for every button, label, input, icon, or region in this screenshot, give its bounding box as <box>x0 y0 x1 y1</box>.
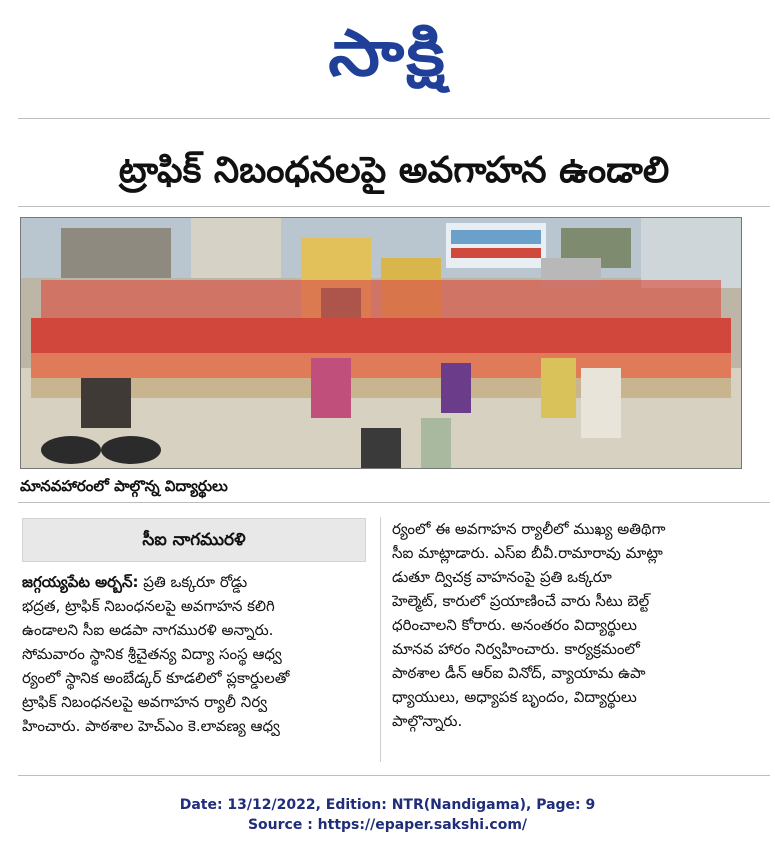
body-line: సీఐ మాట్లాడారు. ఎస్ఐ బీవీ.రామారావు మాట్లా <box>392 544 663 562</box>
body-line: పాఠశాల డీన్ ఆర్ఐ వినోద్, వ్యాయామ ఉపా <box>392 664 646 682</box>
body-line: ట్రాఫిక్ నిబంధనలపై అవగాహన ర్యాలీ నిర్వ <box>22 693 268 711</box>
source-link[interactable]: Source : https://epaper.sakshi.com/ <box>247 817 528 833</box>
body-line: ర్యంలో స్థానిక అంబేడ్కర్ కూడలిలో ప్లకార్డులతో <box>22 669 290 687</box>
body-line: ర్యంలో ఈ అవగాహన ర్యాలీలో ముఖ్య అతిథిగా <box>392 520 666 538</box>
article-photo <box>20 217 742 469</box>
photo-caption: మానవహారంలో పాల్గొన్న విద్యార్థులు <box>20 477 228 495</box>
rally-photo-illustration <box>21 218 741 468</box>
article-headline: ట్రాఫిక్ నిబంధనలపై అవగాహన ఉండాలి <box>118 150 670 191</box>
body-line: ధరించాలని కోరారు. అనంతరం విద్యార్థులు <box>392 616 637 634</box>
article-body-left-column <box>22 570 370 738</box>
body-line: సోమవారం స్థానిక శ్రీచైతన్య విద్యా సంస్థ ఆధ్వ <box>22 645 282 663</box>
body-line: భద్రత, ట్రాఫిక్ నిబంధనలపై అవగాహన కలిగి <box>22 597 275 615</box>
body-line: ధ్యాయులు, అధ్యాపక బృందం, విద్యార్థులు <box>392 688 637 706</box>
article-body-right-column <box>392 517 740 733</box>
body-line: మానవ హారం నిర్వహించారు. కార్యక్రమంలో <box>392 640 640 658</box>
body-line: హెల్మెట్, కారులో ప్రయాణించే వారు సీటు బెల్ట్ <box>392 592 650 610</box>
headline-divider <box>18 206 770 207</box>
dateline: జగ్గయ్యపేట అర్బన్: <box>22 573 139 591</box>
body-line: డుతూ ద్విచక్ర వాహనంపై ప్రతి ఒక్కరూ <box>392 568 612 586</box>
newspaper-logo: సాక్షి <box>328 17 447 91</box>
masthead-divider <box>18 118 770 119</box>
reporter-byline: సీఐ నాగమురళి <box>22 518 366 562</box>
body-line: జగ్గయ్యపేట అర్బన్: ప్రతి ఒక్కరూ రోడ్డు <box>22 573 248 591</box>
footer-divider <box>18 775 770 776</box>
body-line: ఉండాలని సీఐ అడపా నాగమురళి అన్నారు. <box>22 621 274 639</box>
column-divider <box>380 517 381 762</box>
edition-info: Date: 13/12/2022, Edition: NTR(Nandigama), Page: 9 <box>179 797 596 813</box>
masthead <box>0 6 775 106</box>
body-line: హించారు. పాఠశాల హెచ్ఎం కె.లావణ్య ఆధ్వ <box>22 717 280 735</box>
body-line: పాల్గొన్నారు. <box>392 712 463 730</box>
caption-divider <box>18 502 770 503</box>
